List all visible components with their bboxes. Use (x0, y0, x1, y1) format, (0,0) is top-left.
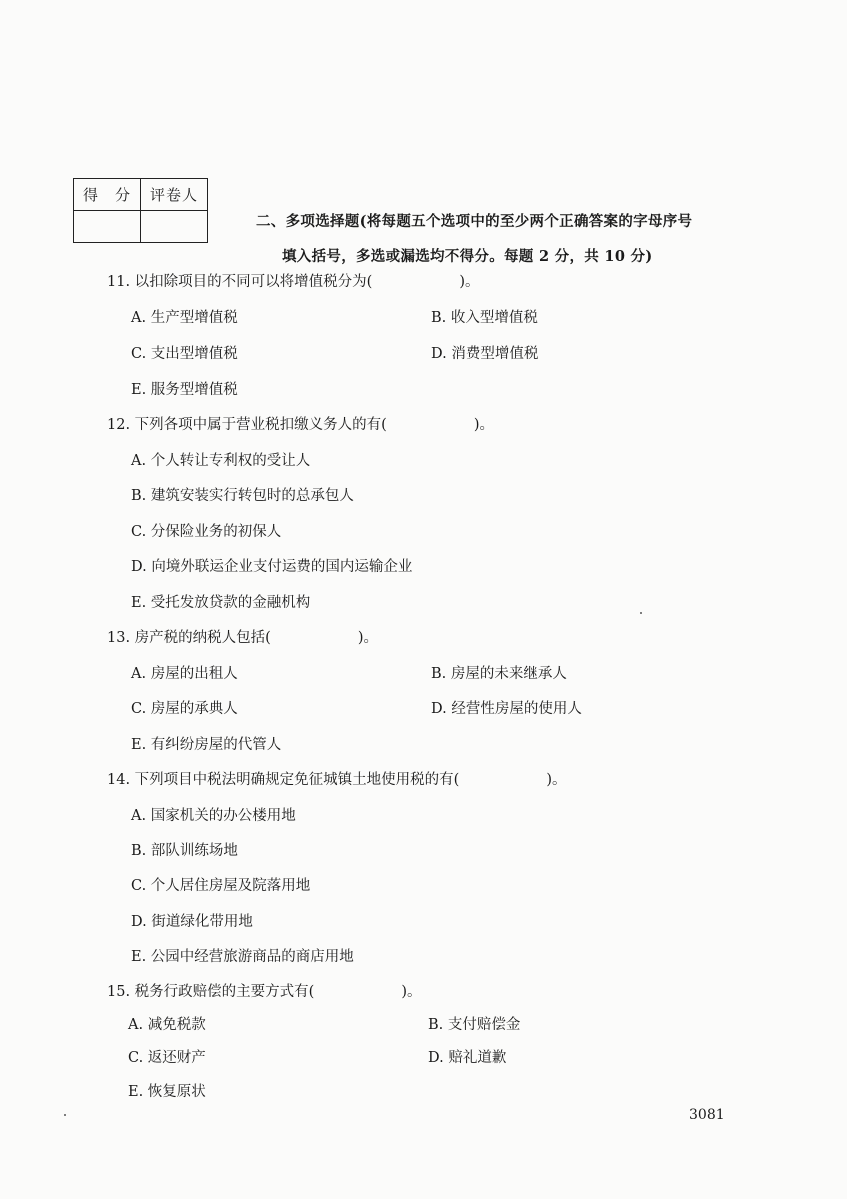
option-15c: C. 返还财产 (128, 1050, 206, 1066)
option-12c: C. 分保险业务的初保人 (131, 524, 282, 540)
option-15d: D. 赔礼道歉 (428, 1050, 507, 1066)
option-14d: D. 街道绿化带用地 (131, 914, 253, 930)
section-title-line2: 填入括号，多选或漏选均不得分。每题 2 分，共 10 分) (282, 248, 653, 265)
option-11b: B. 收入型增值税 (431, 310, 538, 326)
option-11c: C. 支出型增值税 (131, 346, 238, 362)
score-box (73, 178, 208, 243)
option-15a: A. 减免税款 (128, 1017, 206, 1033)
grader-cell[interactable] (141, 211, 208, 243)
option-14c: C. 个人居住房屋及院落用地 (131, 878, 311, 894)
question-11: 11. 以扣除项目的不同可以将增值税分为( )。 (107, 274, 480, 290)
option-11e: E. 服务型增值税 (131, 382, 238, 398)
page-number: 3081 (689, 1107, 725, 1123)
question-12: 12. 下列各项中属于营业税扣缴义务人的有( )。 (107, 417, 494, 433)
scan-speck (640, 612, 642, 614)
option-13e: E. 有纠纷房屋的代管人 (131, 737, 282, 753)
option-13a: A. 房屋的出租人 (131, 666, 238, 682)
section-title-line1: 二、多项选择题(将每题五个选项中的至少两个正确答案的字母序号 (256, 213, 693, 230)
option-11d: D. 消费型增值税 (431, 346, 539, 362)
option-11a: A. 生产型增值税 (131, 310, 238, 326)
score-cell[interactable] (74, 211, 141, 243)
option-14a: A. 国家机关的办公楼用地 (131, 808, 296, 824)
section-title (256, 204, 756, 274)
option-15b: B. 支付赔偿金 (428, 1017, 521, 1033)
grader-header: 评卷人 (141, 179, 208, 211)
option-13d: D. 经营性房屋的使用人 (431, 701, 582, 717)
option-12b: B. 建筑安装实行转包时的总承包人 (131, 488, 354, 504)
question-15: 15. 税务行政赔偿的主要方式有( )。 (107, 984, 422, 1000)
question-14: 14. 下列项目中税法明确规定免征城镇土地使用税的有( )。 (107, 772, 567, 788)
scan-speck (64, 1114, 66, 1116)
question-13: 13. 房产税的纳税人包括( )。 (107, 630, 378, 646)
option-12a: A. 个人转让专利权的受让人 (131, 453, 311, 469)
option-14e: E. 公园中经营旅游商品的商店用地 (131, 949, 354, 965)
option-13b: B. 房屋的未来继承人 (431, 666, 567, 682)
option-13c: C. 房屋的承典人 (131, 701, 238, 717)
option-14b: B. 部队训练场地 (131, 843, 238, 859)
option-12e: E. 受托发放贷款的金融机构 (131, 595, 311, 611)
option-12d: D. 向境外联运企业支付运费的国内运输企业 (131, 559, 413, 575)
option-15e: E. 恢复原状 (128, 1084, 206, 1100)
score-header: 得 分 (74, 179, 141, 211)
